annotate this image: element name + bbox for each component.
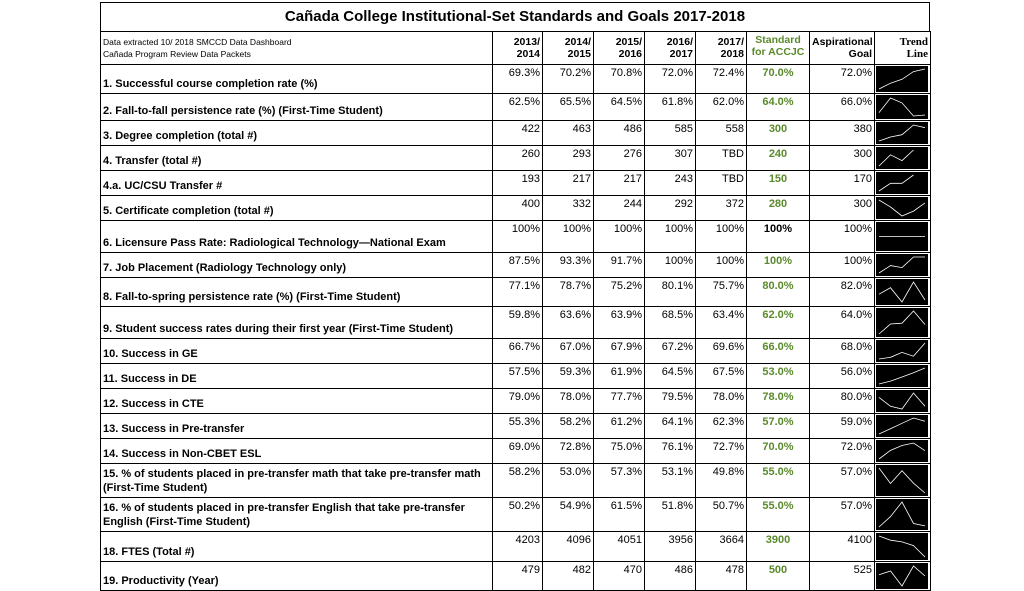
trend-line <box>879 502 925 527</box>
table-row <box>101 121 931 146</box>
year-value-cell: 3664 <box>696 532 747 562</box>
year-value-cell: 217 <box>594 171 645 196</box>
year-value-cell: 260 <box>493 146 543 171</box>
goal-value-cell: 64.0% <box>810 307 875 339</box>
table-row <box>101 389 931 414</box>
data-source <box>101 32 493 65</box>
year-value-cell: 486 <box>645 562 696 591</box>
standards-table <box>100 31 931 591</box>
year-value-cell: 67.2% <box>645 339 696 364</box>
metric-label: 14. Success in Non-CBET ESL <box>101 439 493 464</box>
metric-label: 8. Fall-to-spring persistence rate (%) (First-Time Student) <box>101 278 493 307</box>
trend-line <box>879 343 925 359</box>
trend-sparkline-cell <box>875 498 931 532</box>
data-source-line-1: Data extracted 10/ 2018 SMCCD Data Dashboard <box>103 37 292 47</box>
year-value-cell: 78.0% <box>696 389 747 414</box>
trend-sparkline <box>876 254 928 276</box>
trend-sparkline-cell <box>875 389 931 414</box>
year-value-cell: 79.5% <box>645 389 696 414</box>
trend-sparkline-cell <box>875 464 931 498</box>
year-value-cell: 100% <box>696 221 747 253</box>
table-row <box>101 562 931 591</box>
trend-sparkline <box>876 279 928 305</box>
header-row <box>101 32 931 65</box>
table-row <box>101 364 931 389</box>
year-value-cell: 4096 <box>543 532 594 562</box>
standard-value-cell: 80.0% <box>747 278 810 307</box>
year-value-cell: 59.3% <box>543 364 594 389</box>
year-value-cell: 243 <box>645 171 696 196</box>
goal-value-cell: 100% <box>810 221 875 253</box>
year-value-cell: 54.9% <box>543 498 594 532</box>
trend-sparkline-cell <box>875 562 931 591</box>
year-value-cell: 93.3% <box>543 253 594 278</box>
year-value-cell: 49.8% <box>696 464 747 498</box>
trend-sparkline-cell <box>875 339 931 364</box>
goal-value-cell: 68.0% <box>810 339 875 364</box>
standard-value-cell: 55.0% <box>747 498 810 532</box>
table-row <box>101 253 931 278</box>
metric-label: 18. FTES (Total #) <box>101 532 493 562</box>
data-source-line-2: Cañada Program Review Data Packets <box>103 49 251 59</box>
trend-sparkline <box>876 440 928 462</box>
trend-sparkline <box>876 95 928 119</box>
year-value-cell: 292 <box>645 196 696 221</box>
year-value-cell: 69.0% <box>493 439 543 464</box>
year-value-cell: 53.0% <box>543 464 594 498</box>
goal-value-cell: 100% <box>810 253 875 278</box>
year-value-cell: 463 <box>543 121 594 146</box>
year-value-cell: 67.5% <box>696 364 747 389</box>
year-value-cell: 293 <box>543 146 594 171</box>
trend-sparkline <box>876 66 928 92</box>
trend-sparkline-cell <box>875 65 931 94</box>
year-value-cell: 486 <box>594 121 645 146</box>
standard-value-cell: 100% <box>747 253 810 278</box>
trend-sparkline-cell <box>875 439 931 464</box>
trend-line <box>879 418 925 434</box>
year-value-cell: TBD <box>696 146 747 171</box>
year-value-cell: 193 <box>493 171 543 196</box>
trend-line <box>879 311 925 334</box>
table-row <box>101 171 931 196</box>
year-value-cell: 79.0% <box>493 389 543 414</box>
metric-label: 15. % of students placed in pre-transfer math that take pre-transfer math (First-Time Student) <box>101 464 493 498</box>
table-row <box>101 307 931 339</box>
year-value-cell: 58.2% <box>493 464 543 498</box>
year-value-cell: 80.1% <box>645 278 696 307</box>
trend-sparkline-cell <box>875 364 931 389</box>
year-value-cell: 244 <box>594 196 645 221</box>
year-value-cell: 100% <box>645 221 696 253</box>
trend-line <box>879 368 925 384</box>
year-value-cell: 61.9% <box>594 364 645 389</box>
standard-value-cell: 66.0% <box>747 339 810 364</box>
year-value-cell: 72.4% <box>696 65 747 94</box>
standard-value-cell: 55.0% <box>747 464 810 498</box>
trend-line <box>879 468 925 493</box>
year-value-cell: TBD <box>696 171 747 196</box>
year-value-cell: 63.6% <box>543 307 594 339</box>
year-value-cell: 332 <box>543 196 594 221</box>
year-value-cell: 58.2% <box>543 414 594 439</box>
year-header-2016: 2016/ 2017 <box>645 32 696 65</box>
trend-sparkline <box>876 365 928 387</box>
table-row <box>101 278 931 307</box>
trend-sparkline <box>876 172 928 194</box>
year-value-cell: 65.5% <box>543 94 594 121</box>
year-value-cell: 69.3% <box>493 65 543 94</box>
table-row <box>101 94 931 121</box>
year-value-cell: 61.5% <box>594 498 645 532</box>
year-value-cell: 61.8% <box>645 94 696 121</box>
table-row <box>101 532 931 562</box>
trend-sparkline-cell <box>875 414 931 439</box>
goal-value-cell: 300 <box>810 196 875 221</box>
year-value-cell: 57.3% <box>594 464 645 498</box>
table-row <box>101 339 931 364</box>
standard-value-cell: 78.0% <box>747 389 810 414</box>
year-value-cell: 78.0% <box>543 389 594 414</box>
metric-label: 11. Success in DE <box>101 364 493 389</box>
trend-line <box>879 536 925 557</box>
trend-line <box>879 125 925 141</box>
year-header-2015: 2015/ 2016 <box>594 32 645 65</box>
metric-label: 4.a. UC/CSU Transfer # <box>101 171 493 196</box>
metric-label: 4. Transfer (total #) <box>101 146 493 171</box>
year-value-cell: 3956 <box>645 532 696 562</box>
year-value-cell: 72.8% <box>543 439 594 464</box>
table-row <box>101 498 931 532</box>
trend-sparkline <box>876 197 928 219</box>
goal-value-cell: 4100 <box>810 532 875 562</box>
year-value-cell: 51.8% <box>645 498 696 532</box>
goal-value-cell: 56.0% <box>810 364 875 389</box>
year-value-cell: 87.5% <box>493 253 543 278</box>
year-value-cell: 100% <box>543 221 594 253</box>
year-value-cell: 62.3% <box>696 414 747 439</box>
year-value-cell: 64.1% <box>645 414 696 439</box>
year-value-cell: 478 <box>696 562 747 591</box>
goal-value-cell: 82.0% <box>810 278 875 307</box>
year-value-cell: 70.8% <box>594 65 645 94</box>
trend-sparkline-cell <box>875 121 931 146</box>
trend-line <box>879 175 914 191</box>
trend-sparkline <box>876 563 928 589</box>
standard-value-cell: 62.0% <box>747 307 810 339</box>
trend-sparkline <box>876 415 928 437</box>
year-header-2017: 2017/ 2018 <box>696 32 747 65</box>
metric-label: 1. Successful course completion rate (%) <box>101 65 493 94</box>
standard-value-cell: 3900 <box>747 532 810 562</box>
year-value-cell: 77.7% <box>594 389 645 414</box>
year-value-cell: 66.7% <box>493 339 543 364</box>
year-value-cell: 55.3% <box>493 414 543 439</box>
year-value-cell: 53.1% <box>645 464 696 498</box>
trend-sparkline <box>876 465 928 496</box>
trend-line <box>879 566 925 586</box>
trend-line <box>879 393 925 409</box>
year-value-cell: 372 <box>696 196 747 221</box>
trend-sparkline-cell <box>875 253 931 278</box>
standard-value-cell: 70.0% <box>747 439 810 464</box>
year-value-cell: 100% <box>696 253 747 278</box>
year-value-cell: 50.7% <box>696 498 747 532</box>
year-value-cell: 69.6% <box>696 339 747 364</box>
trend-sparkline-cell <box>875 307 931 339</box>
goal-value-cell: 66.0% <box>810 94 875 121</box>
year-value-cell: 4203 <box>493 532 543 562</box>
trend-line <box>879 282 925 302</box>
year-value-cell: 76.1% <box>645 439 696 464</box>
trend-sparkline-cell <box>875 171 931 196</box>
standard-value-cell: 64.0% <box>747 94 810 121</box>
standard-value-cell: 100% <box>747 221 810 253</box>
standard-value-cell: 53.0% <box>747 364 810 389</box>
standard-header: Standard for ACCJC <box>747 32 810 65</box>
table-row <box>101 196 931 221</box>
trend-line <box>879 257 925 273</box>
year-value-cell: 75.7% <box>696 278 747 307</box>
standards-sheet <box>100 2 930 591</box>
goal-value-cell: 57.0% <box>810 498 875 532</box>
standard-value-cell: 70.0% <box>747 65 810 94</box>
year-value-cell: 482 <box>543 562 594 591</box>
metric-label: 19. Productivity (Year) <box>101 562 493 591</box>
trend-sparkline-cell <box>875 146 931 171</box>
year-header-2013: 2013/ 2014 <box>493 32 543 65</box>
metric-label: 10. Success in GE <box>101 339 493 364</box>
goal-value-cell: 59.0% <box>810 414 875 439</box>
year-value-cell: 400 <box>493 196 543 221</box>
trend-sparkline-cell <box>875 196 931 221</box>
table-row <box>101 439 931 464</box>
year-value-cell: 100% <box>594 221 645 253</box>
metric-label: 3. Degree completion (total #) <box>101 121 493 146</box>
year-value-cell: 59.8% <box>493 307 543 339</box>
year-value-cell: 70.2% <box>543 65 594 94</box>
trend-sparkline <box>876 533 928 560</box>
trend-sparkline <box>876 222 928 251</box>
trend-sparkline <box>876 122 928 144</box>
standard-value-cell: 150 <box>747 171 810 196</box>
goal-value-cell: 300 <box>810 146 875 171</box>
year-value-cell: 72.0% <box>645 65 696 94</box>
goal-value-cell: 170 <box>810 171 875 196</box>
goal-value-cell: 380 <box>810 121 875 146</box>
year-value-cell: 78.7% <box>543 278 594 307</box>
trend-sparkline-cell <box>875 532 931 562</box>
metric-label: 5. Certificate completion (total #) <box>101 196 493 221</box>
year-value-cell: 72.7% <box>696 439 747 464</box>
trend-sparkline-cell <box>875 278 931 307</box>
year-value-cell: 62.0% <box>696 94 747 121</box>
standard-value-cell: 280 <box>747 196 810 221</box>
trend-line <box>879 200 925 216</box>
standard-value-cell: 500 <box>747 562 810 591</box>
year-value-cell: 61.2% <box>594 414 645 439</box>
metric-label: 9. Student success rates during their first year (First-Time Student) <box>101 307 493 339</box>
sheet-title: Cañada College Institutional-Set Standards and Goals 2017-2018 <box>100 2 930 31</box>
year-value-cell: 63.4% <box>696 307 747 339</box>
year-value-cell: 67.0% <box>543 339 594 364</box>
metric-label: 13. Success in Pre-transfer <box>101 414 493 439</box>
year-value-cell: 558 <box>696 121 747 146</box>
year-value-cell: 77.1% <box>493 278 543 307</box>
metric-label: 16. % of students placed in pre-transfer English that take pre-transfer English (First-Time Student) <box>101 498 493 532</box>
year-value-cell: 276 <box>594 146 645 171</box>
table-row <box>101 146 931 171</box>
trend-sparkline <box>876 308 928 337</box>
trend-line <box>879 98 925 116</box>
table-row <box>101 464 931 498</box>
standard-value-cell: 300 <box>747 121 810 146</box>
year-value-cell: 62.5% <box>493 94 543 121</box>
year-header-2014: 2014/ 2015 <box>543 32 594 65</box>
year-value-cell: 57.5% <box>493 364 543 389</box>
year-value-cell: 470 <box>594 562 645 591</box>
metric-label: 7. Job Placement (Radiology Technology only) <box>101 253 493 278</box>
year-value-cell: 100% <box>645 253 696 278</box>
year-value-cell: 75.0% <box>594 439 645 464</box>
year-value-cell: 4051 <box>594 532 645 562</box>
trend-sparkline <box>876 147 928 169</box>
year-value-cell: 50.2% <box>493 498 543 532</box>
standard-value-cell: 57.0% <box>747 414 810 439</box>
trend-line <box>879 150 914 166</box>
year-value-cell: 91.7% <box>594 253 645 278</box>
year-value-cell: 479 <box>493 562 543 591</box>
year-value-cell: 75.2% <box>594 278 645 307</box>
trend-sparkline <box>876 499 928 530</box>
metric-label: 2. Fall-to-fall persistence rate (%) (First-Time Student) <box>101 94 493 121</box>
trend-line <box>879 443 925 459</box>
metric-label: 6. Licensure Pass Rate: Radiological Technology—National Exam <box>101 221 493 253</box>
year-value-cell: 64.5% <box>645 364 696 389</box>
trend-line-header: Trend Line <box>875 32 931 65</box>
goal-value-cell: 80.0% <box>810 389 875 414</box>
table-body <box>101 65 931 591</box>
year-value-cell: 68.5% <box>645 307 696 339</box>
year-value-cell: 217 <box>543 171 594 196</box>
trend-sparkline-cell <box>875 94 931 121</box>
year-value-cell: 67.9% <box>594 339 645 364</box>
standard-value-cell: 240 <box>747 146 810 171</box>
table-row <box>101 221 931 253</box>
trend-sparkline <box>876 390 928 412</box>
table-row <box>101 414 931 439</box>
table-row <box>101 65 931 94</box>
year-value-cell: 585 <box>645 121 696 146</box>
year-value-cell: 63.9% <box>594 307 645 339</box>
trend-line <box>879 69 925 89</box>
year-value-cell: 307 <box>645 146 696 171</box>
trend-sparkline-cell <box>875 221 931 253</box>
year-value-cell: 64.5% <box>594 94 645 121</box>
goal-value-cell: 72.0% <box>810 439 875 464</box>
goal-value-cell: 72.0% <box>810 65 875 94</box>
goal-value-cell: 525 <box>810 562 875 591</box>
metric-label: 12. Success in CTE <box>101 389 493 414</box>
year-value-cell: 100% <box>493 221 543 253</box>
aspirational-goal-header: Aspirational Goal <box>810 32 875 65</box>
year-value-cell: 422 <box>493 121 543 146</box>
goal-value-cell: 57.0% <box>810 464 875 498</box>
trend-sparkline <box>876 340 928 362</box>
